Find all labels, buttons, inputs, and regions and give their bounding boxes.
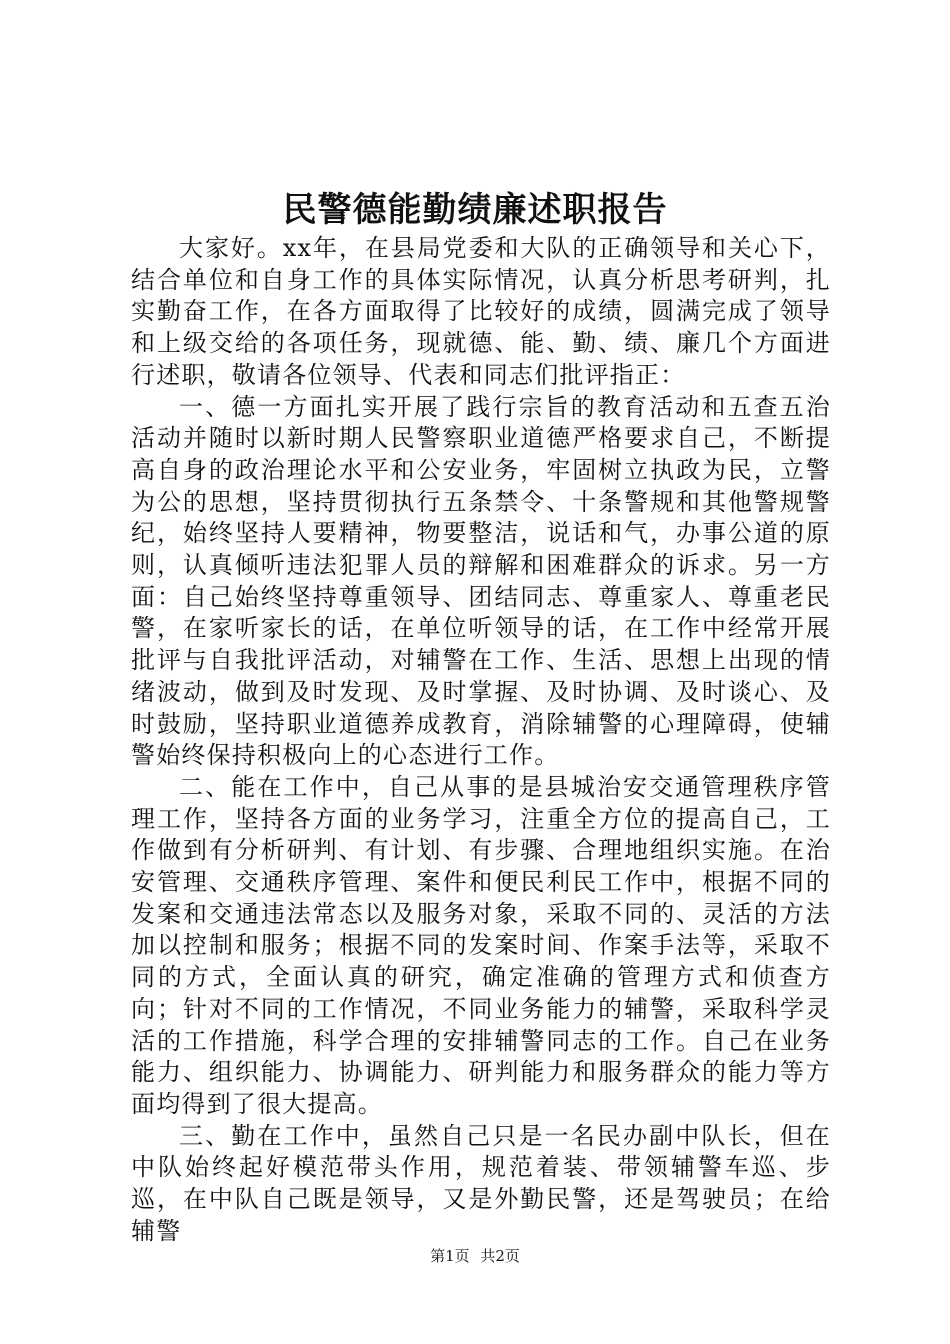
page-footer: [0, 1246, 950, 1266]
page-total: 共2页: [480, 1247, 520, 1265]
paragraph-qin: 三、勤在工作中，虽然自己只是一名民办副中队长，但在中队始终起好模范带头作用，规范着装、带领辅警车巡、步巡，在中队自己既是领导，又是外勤民警，还是驾驶员；在给辅警: [131, 1121, 831, 1245]
paragraph-intro: 大家好。xx年，在县局党委和大队的正确领导和关心下，结合单位和自身工作的具体实际情况，认真分析思考研判，扎实勤奋工作，在各方面取得了比较好的成绩，圆满完成了领导和上级交给的各项任务，现就德、能、勤、绩、廉几个方面进行述职，敬请各位领导、代表和同志们批评指正：: [131, 234, 831, 389]
document-title: 民警德能勤绩廉述职报告: [282, 190, 668, 230]
paragraph-de: 一、德一方面扎实开展了践行宗旨的教育活动和五查五治活动并随时以新时期人民警察职业道德严格要求自己，不断提高自身的政治理论水平和公安业务，牢固树立执政为民，立警为公的思想，坚持贯彻执行五条禁令、十条警规和其他警规警纪，始终坚持人要精神，物要整洁，说话和气，办事公道的原则，认真倾听违法犯罪人员的辩解和困难群众的诉求。另一方面：自己始终坚持尊重领导、团结同志、尊重家人、尊重老民警，在家听家长的话，在单位听领导的话，在工作中经常开展批评与自我批评活动，对辅警在工作、生活、思想上出现的情绪波动，做到及时发现、及时掌握、及时协调、及时谈心、及时鼓励，坚持职业道德养成教育，消除辅警的心理障碍，使辅警始终保持积极向上的心态进行工作。: [131, 392, 831, 770]
paragraph-neng: 二、能在工作中，自己从事的是县城治安交通管理秩序管理工作，坚持各方面的业务学习，注重全方位的提高自己，工作做到有分析研判、有计划、有步骤、合理地组织实施。在治安管理、交通秩序管理、案件和便民利民工作中，根据不同的发案和交通违法常态以及服务对象，采取不同的、灵活的方法加以控制和服务；根据不同的发案时间、作案手法等，采取不同的方式，全面认真的研究，确定准确的管理方式和侦查方向；针对不同的工作情况，不同业务能力的辅警，采取科学灵活的工作措施，科学合理的安排辅警同志的工作。自己在业务能力、组织能力、协调能力、研判能力和服务群众的能力等方面均得到了很大提高。: [131, 772, 831, 1118]
page-number: 第1页: [430, 1247, 470, 1265]
document-body: [131, 233, 831, 1248]
